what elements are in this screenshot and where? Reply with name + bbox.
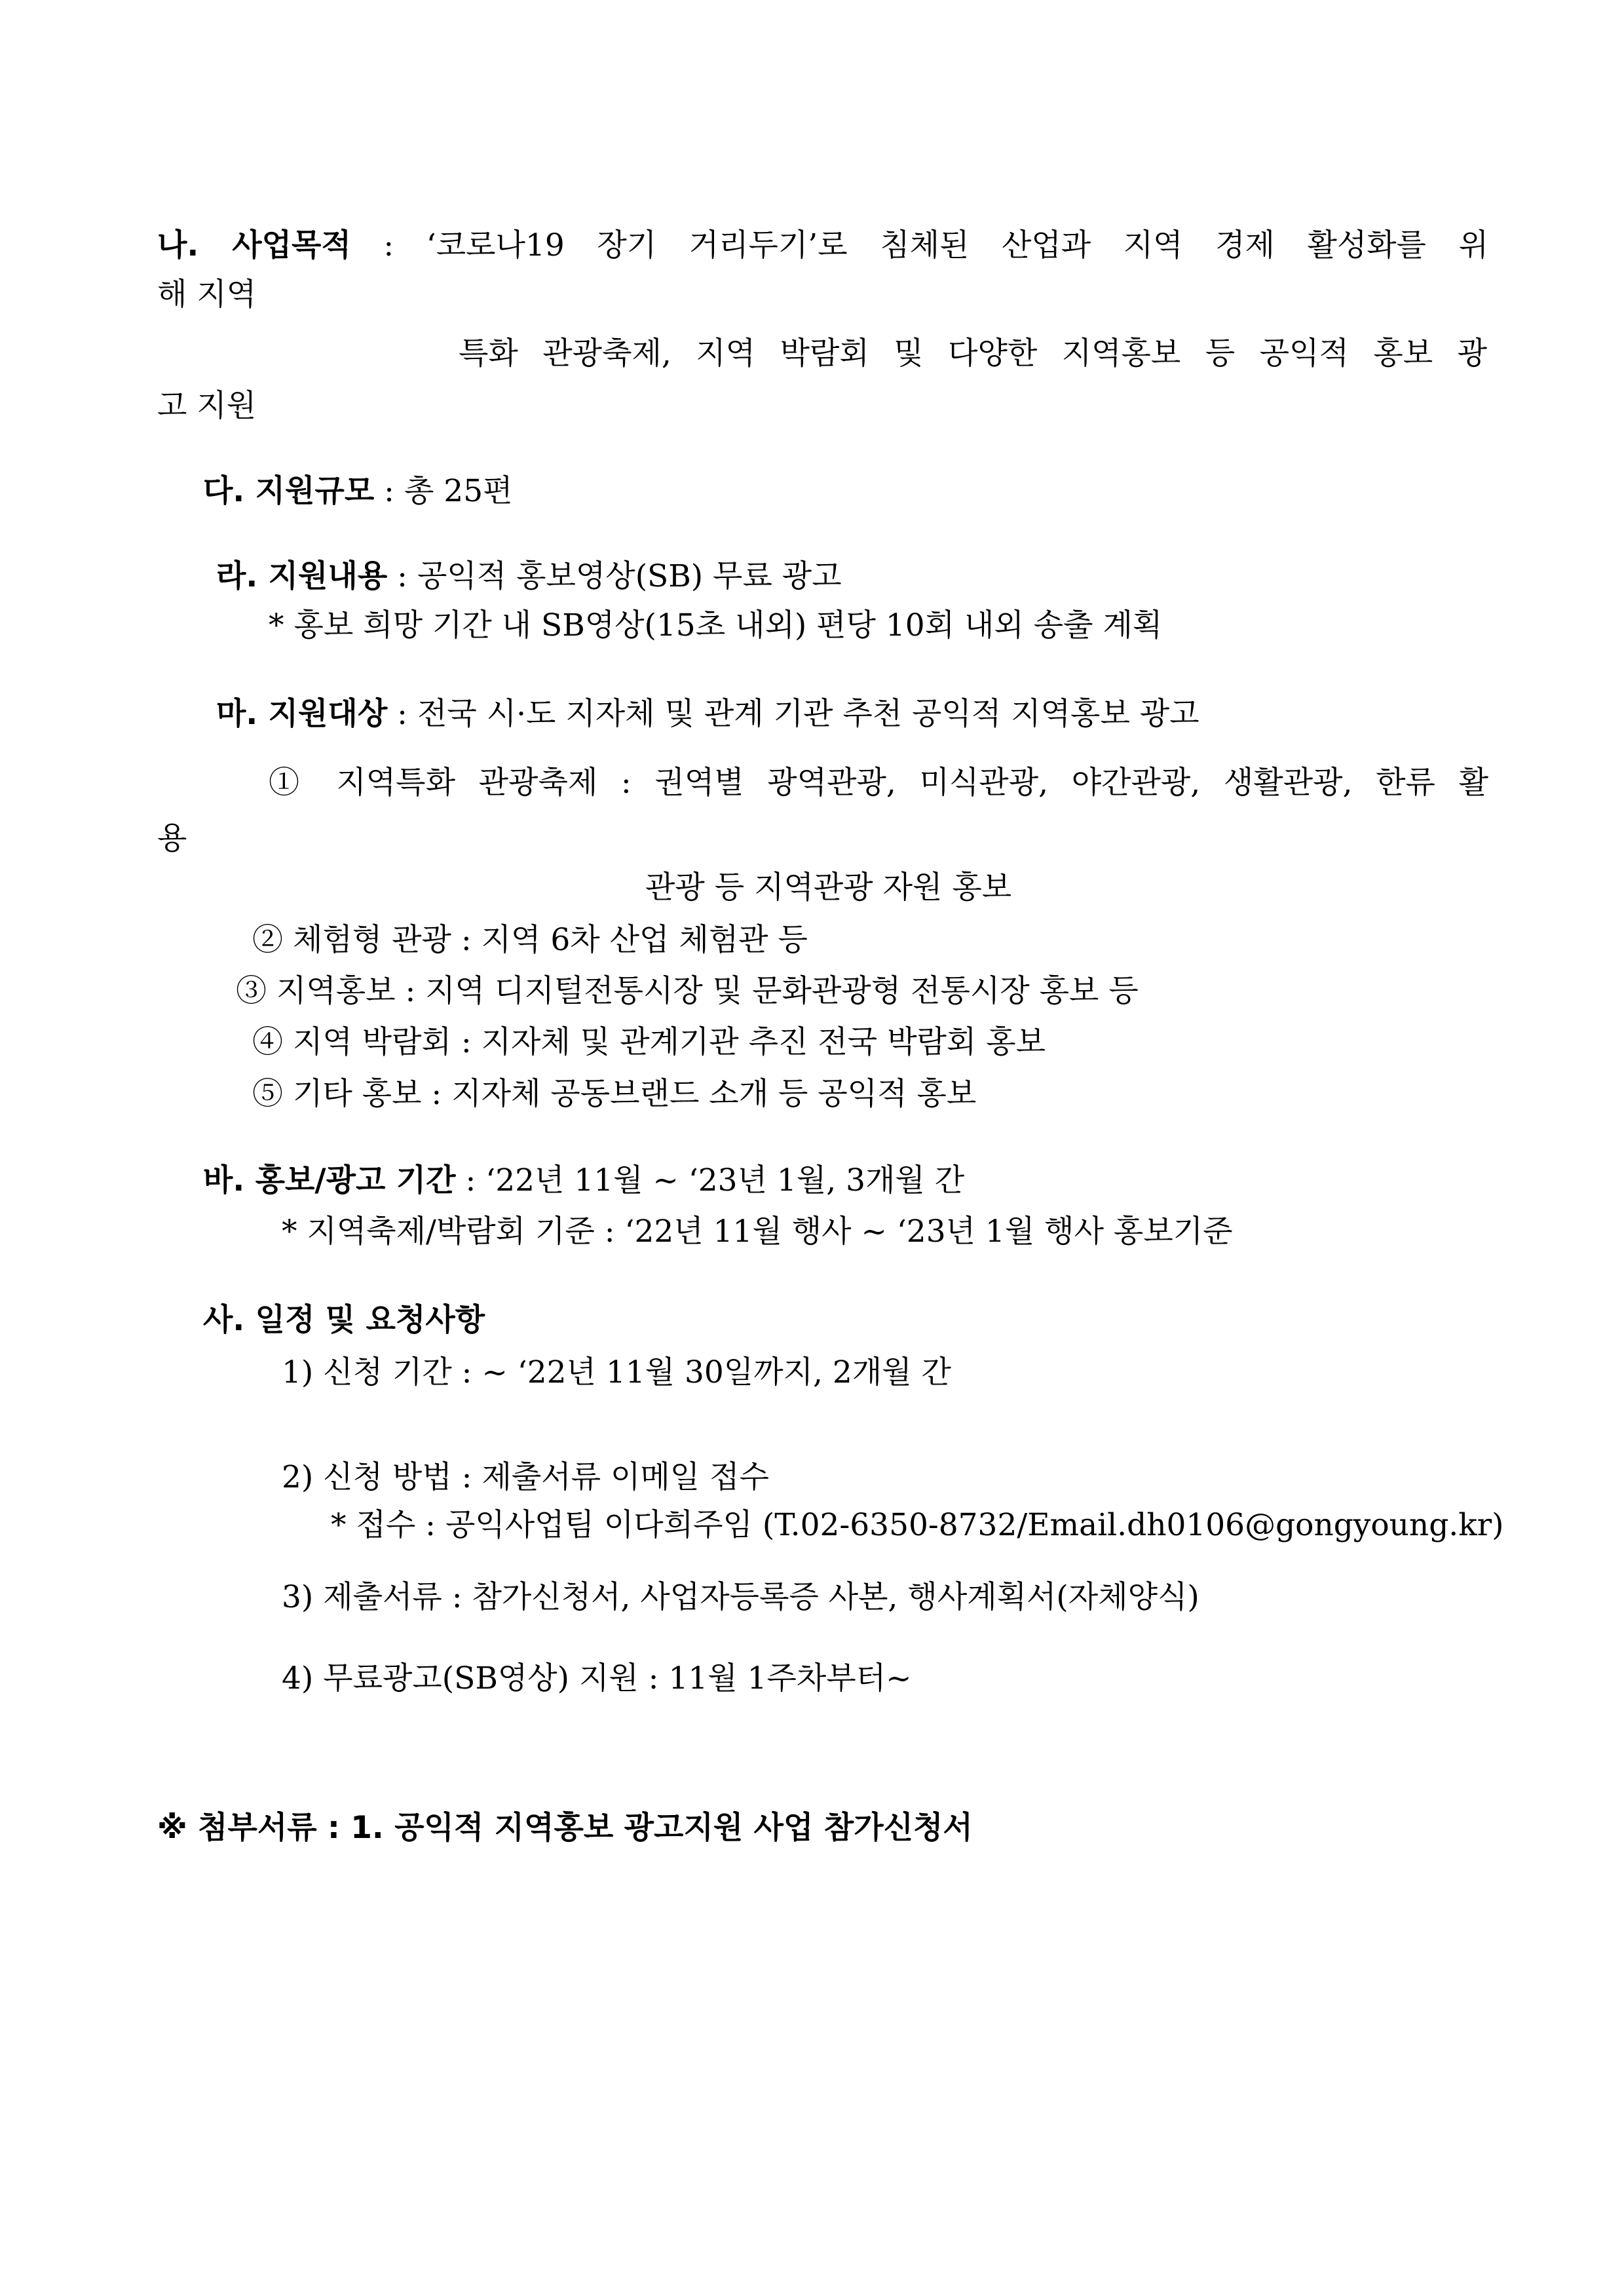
- schedule-item-2: 2) 신청 방법 : 제출서류 이메일 접수: [282, 1459, 769, 1495]
- period-label: 바. 홍보/광고 기간: [203, 1162, 456, 1198]
- target-item-5: ⑤ 기타 홍보 : 지자체 공동브랜드 소개 등 공익적 홍보: [252, 1076, 977, 1112]
- purpose-label: 나. 사업목적: [157, 227, 351, 263]
- target-item-1-line-1: ① 지역특화 관광축제 : 권역별 광역관광, 미식관광, 야간관광, 생활관광, 한류 활: [269, 765, 1488, 801]
- content-text: : 공익적 홍보영상(SB) 무료 광고: [387, 558, 842, 594]
- schedule-item-1: 1) 신청 기간 : ~ ‘22년 11월 30일까지, 2개월 간: [282, 1354, 951, 1390]
- target-text: : 전국 시·도 지자체 및 관계 기관 추천 공익적 지역홍보 광고: [387, 696, 1199, 732]
- schedule-item-3: 3) 제출서류 : 참가신청서, 사업자등록증 사본, 행사계획서(자체양식): [282, 1579, 1199, 1615]
- target-item-2: ② 체험형 관광 : 지역 6차 산업 체험관 등: [252, 922, 808, 958]
- purpose-line-3: 특화 관광축제, 지역 박람회 및 다양한 지역홍보 등 공익적 홍보 광: [459, 335, 1487, 372]
- content-note: * 홍보 희망 기간 내 SB영상(15초 내외) 편당 10회 내외 송출 계획: [269, 607, 1163, 643]
- purpose-text-1: : ‘코로나19 장기 거리두기’로 침체된 산업과 지역 경제 활성화를 위: [350, 227, 1489, 263]
- purpose-line-1: [157, 226, 1488, 265]
- scale-line: [203, 472, 513, 511]
- purpose-line-2: 해 지역: [157, 277, 257, 313]
- period-note: * 지역축제/박람회 기준 : ‘22년 11월 행사 ~ ‘23년 1월 행사 홍보기준: [282, 1214, 1233, 1250]
- schedule-item-4: 4) 무료광고(SB영상) 지원 : 11월 1주차부터~: [282, 1660, 912, 1696]
- attachment-text: : 1. 공익적 지역홍보 광고지원 사업 참가신청서: [316, 1810, 973, 1846]
- content-line: [216, 557, 842, 596]
- content-label: 라. 지원내용: [216, 558, 388, 594]
- attachment-line: [157, 1808, 973, 1848]
- schedule-label: 사. 일정 및 요청사항: [203, 1302, 485, 1338]
- target-item-1-line-2: 용: [157, 820, 187, 856]
- target-item-4: ④ 지역 박람회 : 지자체 및 관계기관 추진 전국 박람회 홍보: [252, 1024, 1046, 1060]
- target-item-1-line-3: 관광 등 지역관광 자원 홍보: [645, 870, 1012, 906]
- period-line: [203, 1161, 964, 1200]
- period-text: : ‘22년 11월 ~ ‘23년 1월, 3개월 간: [455, 1162, 965, 1198]
- scale-label: 다. 지원규모: [203, 473, 375, 509]
- schedule-item-2-note: * 접수 : 공익사업팀 이다희주임 (T.02-6350-8732/Email.dh0106@gongyoung.kr): [331, 1507, 1504, 1543]
- scale-text: : 총 25편: [374, 473, 513, 509]
- target-item-3: ③ 지역홍보 : 지역 디지털전통시장 및 문화관광형 전통시장 홍보 등: [236, 973, 1139, 1009]
- purpose-line-4: 고 지원: [157, 388, 257, 424]
- target-line: [216, 695, 1199, 734]
- target-label: 마. 지원대상: [216, 696, 388, 732]
- attachment-label: ※ 첨부서류: [157, 1810, 317, 1846]
